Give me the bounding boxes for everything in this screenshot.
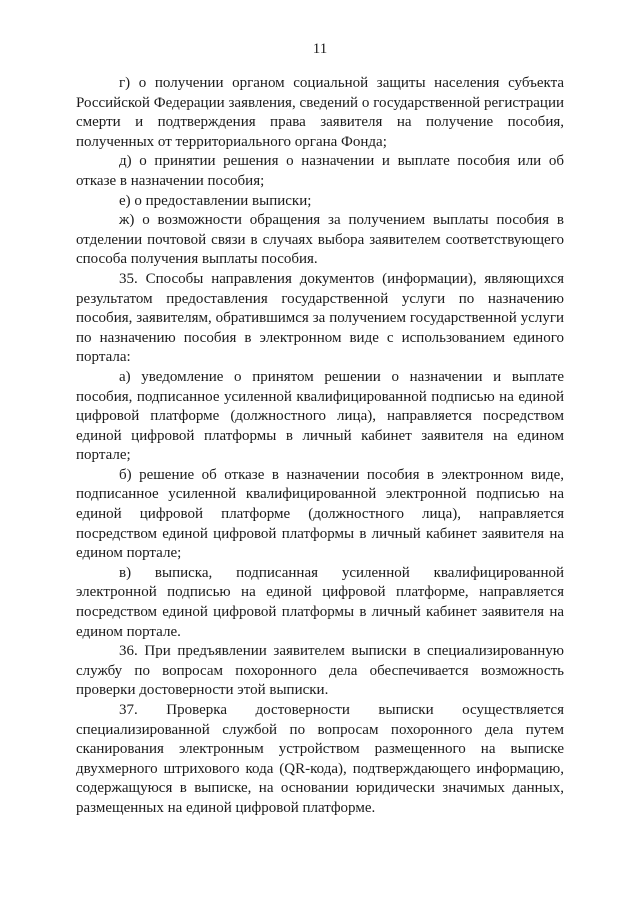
paragraph-36-verification: 36. При предъявлении заявителем выписки в специализированную службу по вопросам похоронного дела обеспечивается возможность проверки достоверности этой выписки. [76,643,564,699]
paragraph-35-delivery-methods: 35. Способы направления документов (информации), являющихся результатом предоставления государственной услуги по назначению пособия, заявителям, обратившимся за получением государственной услуги по назначению пособия в электронном виде с использованием единого портала: [76,270,564,366]
paragraph-35b-refusal: б) решение об отказе в назначении пособия в электронном виде, подписанное усиленной квалифицированной электронной подписью на единой цифровой платформе (должностного лица), направляется посредством единой цифровой платформы в личный кабинет заявителя на едином портале; [76,466,564,562]
paragraph-35a-notification: а) уведомление о принятом решении о назначении и выплате пособия, подписанное усиленной квалифицированной подписью на единой цифровой платформе (должностного лица), направляется посредством единой цифровой платформы в личный кабинет заявителя на едином портале; [76,368,564,464]
page-number: 11 [312,41,328,57]
paragraph-d-decision: д) о принятии решения о назначении и выплате пособия или об отказе в назначении пособия; [76,153,564,189]
paragraph-37-qr-check: 37. Проверка достоверности выписки осуществляется специализированной службой по вопросам похоронного дела путем сканирования электронным устройством размещенного на выписке двухмерного штрихового кода (QR-кода), подтверждающего информацию, содержащуюся в выписке, на основании юридически значимых данных, размещенных на единой цифровой платформе. [76,702,564,816]
document-body [76,74,564,819]
paragraph-zh-postal-option: ж) о возможности обращения за получением выплаты пособия в отделении почтовой связи в случаях выбора заявителем соответствующего способа получения выплаты пособия. [76,212,564,268]
paragraph-e-extract: е) о предоставлении выписки; [119,192,312,209]
paragraph-g-info-received: г) о получении органом социальной защиты населения субъекта Российской Федерации заявления, сведений о государственной регистрации смерти и подтверждения права заявителя на получение пособия, полученных от территориального органа Фонда; [76,75,564,150]
paragraph-35v-extract: в) выписка, подписанная усиленной квалифицированной электронной подписью на единой цифровой платформе, направляется посредством единой цифровой платформы в личный кабинет заявителя на едином портале. [76,564,564,640]
